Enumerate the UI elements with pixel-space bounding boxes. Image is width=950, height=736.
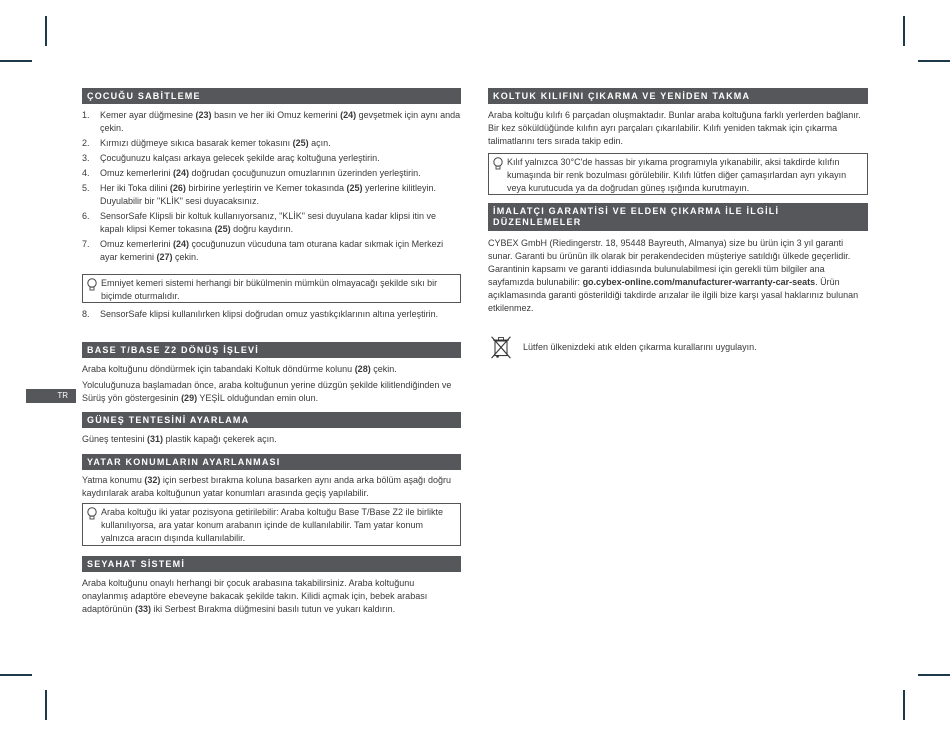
lightbulb-icon bbox=[492, 157, 504, 171]
list-item: 1. Kemer ayar düğmesine (23) basın ve her iki Omuz kemerini (24) gevşetmek için aynı anda çekin. bbox=[82, 110, 461, 133]
steps-list bbox=[82, 109, 461, 266]
steps-list bbox=[82, 308, 461, 323]
wheelie-bin-icon bbox=[489, 333, 513, 361]
section-header: İMALATÇI GARANTİSİ VE ELDEN ÇIKARMA İLE İLGİLİ DÜZENLEMELER bbox=[488, 203, 868, 231]
crop-mark bbox=[45, 16, 47, 46]
section-header: GÜNEŞ TENTESİNİ AYARLAMA bbox=[82, 412, 461, 428]
crop-mark bbox=[45, 690, 47, 720]
section-header: YATAR KONUMLARIN AYARLANMASI bbox=[82, 454, 461, 470]
section-header: KOLTUK KILIFINI ÇIKARMA VE YENİDEN TAKMA bbox=[488, 88, 868, 104]
crop-mark bbox=[918, 674, 950, 676]
list-item: 7. Omuz kemerlerini (24) çocuğunuzun vücuduna tam oturana kadar sıkmak için Merkezi ayar kemerini (27) çekin. bbox=[82, 239, 444, 262]
note-text: Emniyet kemeri sistemi herhangi bir bükülmenin mümkün olmayacağı şekilde sıkı bir biçimde oturmalıdır. bbox=[101, 278, 438, 301]
note-text: Araba koltuğu iki yatar pozisyona getirilebilir: Araba koltuğu Base T/Base Z2 ile birlikte kullanılıyorsa, ara yatar konum arabanın içinde de kullanılabilir. Tam yatar konum yalnızca aracın dışında kullanılabilir. bbox=[101, 507, 444, 543]
list-item: 4. Omuz kemerlerini (24) doğrudan çocuğunuzun omuzlarının üzerinden yerleştirin. bbox=[82, 168, 421, 178]
crop-mark bbox=[918, 60, 950, 62]
lightbulb-icon bbox=[86, 278, 98, 292]
crop-mark bbox=[903, 690, 905, 720]
note-box bbox=[488, 153, 868, 195]
crop-mark bbox=[903, 16, 905, 46]
paragraph: CYBEX GmbH (Riedingerstr. 18, 95448 Bayreuth, Almanya) size bu ürün için 3 yıl garanti sunar. Garanti bu ürünün ilk olarak bir perakendeciden müşteriye satıldığı ülkede geçerlidir. Garantinin kapsamı ve garanti iddiasında bulunulabilmesi için gerekli tüm bilgiler ana sayfamızda bulunabilir: go.cybex-online.com/manufacturer-warranty-car-seats. Ürün açıklamasında garanti gösterildiği takdirde arızalar ile ilgili bize karşı yasal haklarınız bulunan etkilenmez. bbox=[488, 238, 859, 313]
section-header: BASE T/BASE Z2 DÖNÜŞ İŞLEVİ bbox=[82, 342, 461, 358]
language-tab: TR bbox=[26, 389, 76, 403]
list-item: 2. Kırmızı düğmeye sıkıca basarak kemer tokasını (25) açın. bbox=[82, 138, 331, 148]
paragraph: Güneş tentesini (31) plastik kapağı çekerek açın. bbox=[82, 434, 277, 444]
list-item: 3. Çocuğunuzu kalçası arkaya gelecek şekilde araç koltuğuna yerleştirin. bbox=[82, 153, 380, 163]
paragraph: Yolculuğunuza başlamadan önce, araba koltuğunun yerine düzgün şekilde kilitlendiğinden ve Sürüş yön göstergesinin (29) YEŞİL olduğundan emin olun. bbox=[82, 380, 452, 403]
paragraph: Araba koltuğunu döndürmek için tabandaki Koltuk döndürme kolunu (28) çekin. bbox=[82, 364, 397, 374]
crop-mark bbox=[0, 674, 32, 676]
section-header: SEYAHAT SİSTEMİ bbox=[82, 556, 461, 572]
list-item: 5. Her iki Toka dilini (26) birbirine yerleştirin ve Kemer tokasında (25) yerlerine kilitleyin. Duyulabilir bir "KLİK" sesi duyacaksınız. bbox=[82, 183, 437, 206]
note-box bbox=[82, 503, 461, 546]
list-item: 6. SensorSafe Klipsli bir koltuk kullanıyorsanız, "KLİK" sesi duyulana kadar klipsi itin ve kapalı klipsi Kemer tokasına (25) doğru kaydırın. bbox=[82, 211, 437, 234]
paragraph: Araba koltuğunu onaylı herhangi bir çocuk arabasına takabilirsiniz. Araba koltuğunu onaylanmış adaptöre ebeveyne bakacak şekilde takın. Kilidi açmak için, bebek arabası adaptörünün (33) iki Serbest Bırakma düğmesini basılı tutun ve yukarı kaldırın. bbox=[82, 578, 428, 614]
list-item: 8. SensorSafe klipsi kullanılırken klipsi doğrudan omuz yastıkçıklarının altına yerleştirin. bbox=[82, 309, 439, 319]
crop-mark bbox=[0, 60, 32, 62]
note-box bbox=[82, 274, 461, 303]
note-text: Kılıf yalnızca 30°C'de hassas bir yıkama programıyla yıkanabilir, aksi takdirde kılıfın kumaşında bir renk bozulması görülebilir. Kılıfı lütfen diğer çamaşırlardan ayrı yıkayın veya kurutucuda ya da doğrudan güneş ışığında kurutmayın. bbox=[507, 157, 847, 193]
paragraph: Araba koltuğu kılıfı 6 parçadan oluşmaktadır. Bunlar araba koltuğuna farklı yerlerden bağlanır. Bir kez söküldüğünde kılıfın ayrı parçaları çıkarılabilir. Kılıfı yeniden takmak için çıkarma talimatlarını ters sırada takip edin. bbox=[488, 110, 861, 146]
disposal-text: Lütfen ülkenizdeki atık elden çıkarma kurallarını uygulayın. bbox=[523, 342, 757, 352]
paragraph: Yatma konumu (32) için serbest bırakma koluna basarken aynı anda arka bölüm aşağı doğru kaydırılarak araba koltuğunun yatar konumları arasında geçiş yapılabilir. bbox=[82, 475, 452, 498]
section-header: ÇOCUĞU SABİTLEME bbox=[82, 88, 461, 104]
lightbulb-icon bbox=[86, 507, 98, 521]
